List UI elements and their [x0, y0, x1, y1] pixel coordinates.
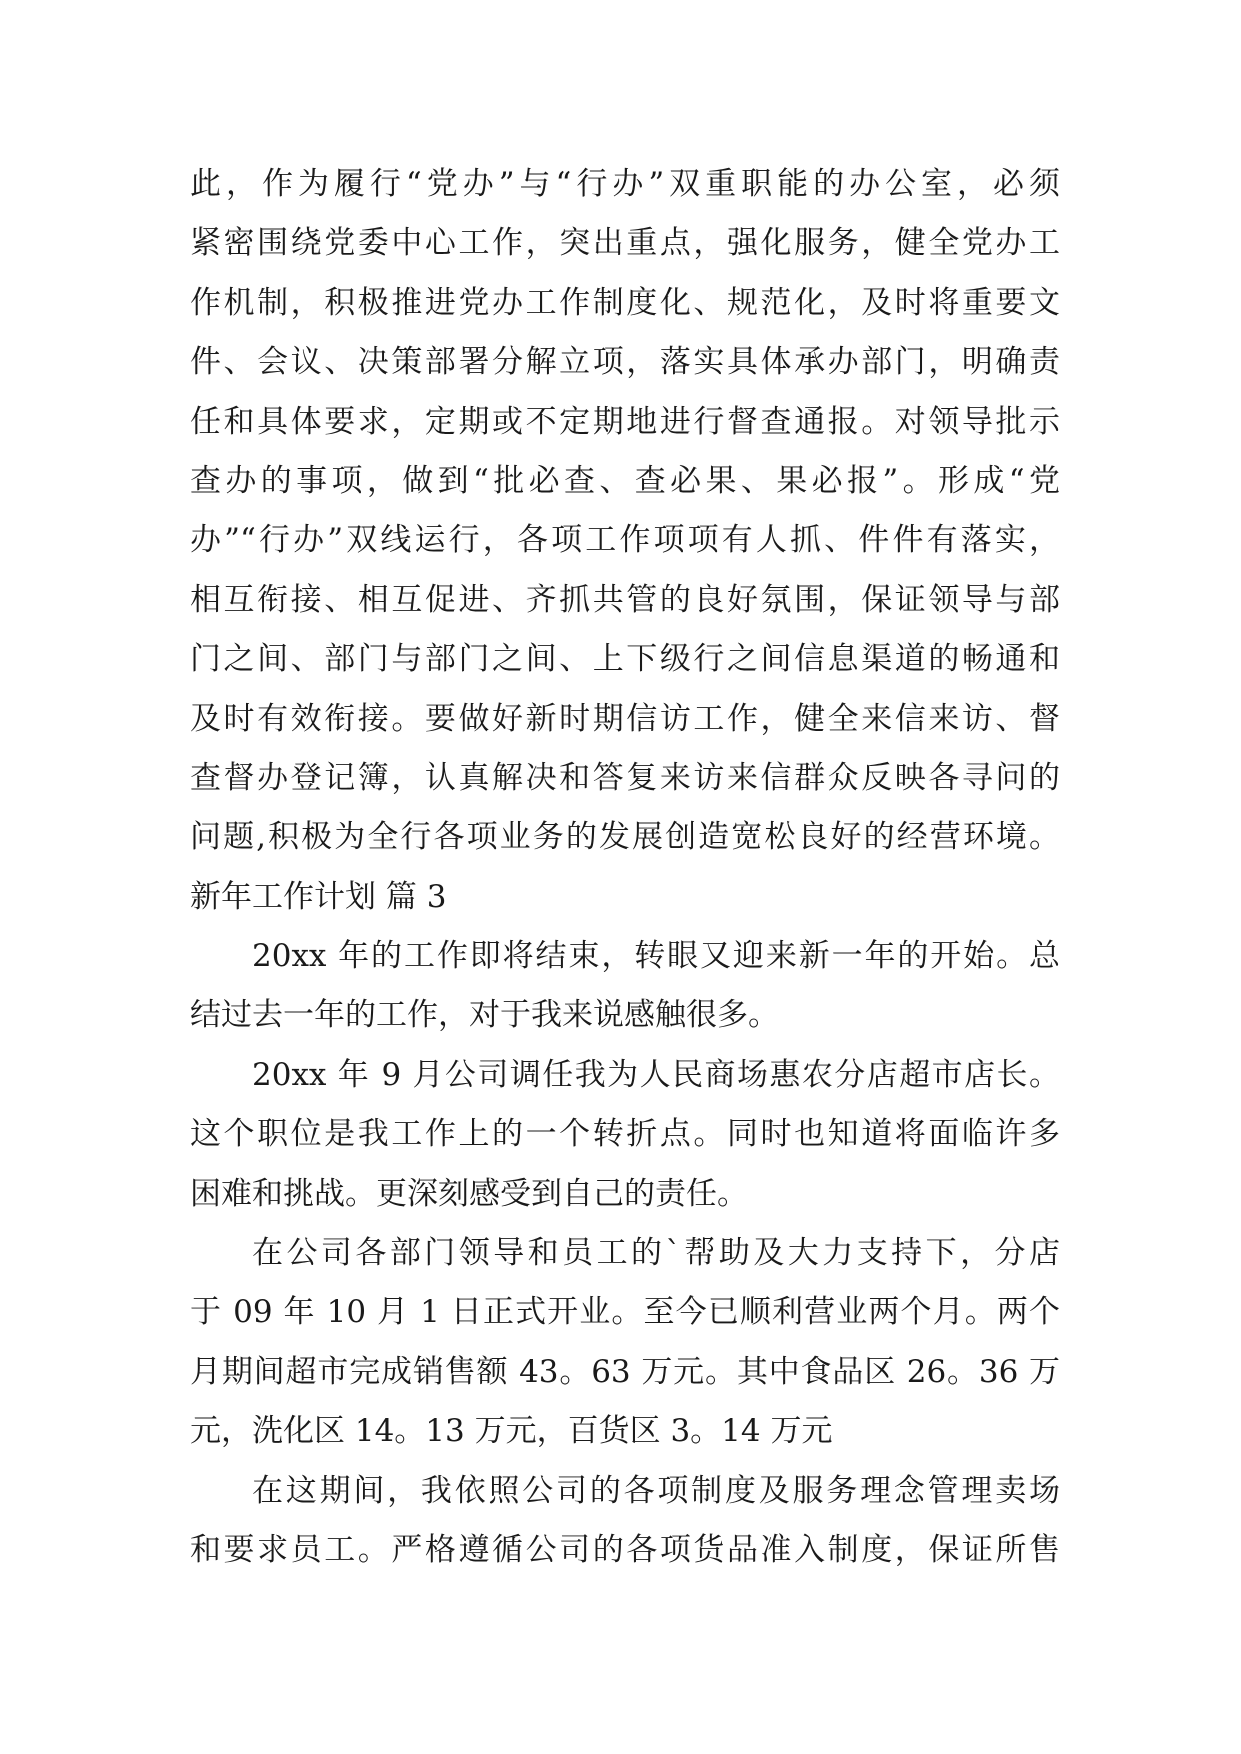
text-line: 和要求员工。严格遵循公司的各项货品准入制度，保证所售 [190, 1531, 1060, 1568]
text-line: 困难和挑战。更深刻感受到自己的责任。 [190, 1175, 748, 1212]
text-line: 件、会议、决策部署分解立项，落实具体承办部门，明确责 [190, 344, 1060, 381]
text-line: 查办的事项，做到“批必查、查必果、果必报”。形成“党 [190, 462, 1060, 499]
text-line: 办”“行办”双线运行，各项工作项项有人抓、件件有落实， [190, 522, 1060, 559]
text-line: 及时有效衔接。要做好新时期信访工作，健全来信来访、督 [190, 700, 1060, 737]
text-line: 在公司各部门领导和员工的`帮助及大力支持下，分店 [252, 1235, 1060, 1272]
text-line: 这个职位是我工作上的一个转折点。同时也知道将面临许多 [190, 1116, 1060, 1153]
text-line: 任和具体要求，定期或不定期地进行督查通报。对领导批示 [190, 403, 1060, 440]
text-line: 于 09 年 10 月 1 日正式开业。至今已顺利营业两个月。两个 [190, 1294, 1060, 1331]
document-body [190, 155, 1060, 1580]
text-line: 元，洗化区 14。13 万元，百货区 3。14 万元 [190, 1413, 833, 1450]
text-line: 查督办登记簿，认真解决和答复来访来信群众反映各寻问的 [190, 759, 1060, 796]
text-line: 月期间超市完成销售额 43。63 万元。其中食品区 26。36 万 [190, 1353, 1060, 1390]
text-line: 20xx 年 9 月公司调任我为人民商场惠农分店超市店长。 [252, 1056, 1060, 1093]
text-line: 紧密围绕党委中心工作，突出重点，强化服务，健全党办工 [190, 225, 1060, 262]
text-line: 结过去一年的工作，对于我来说感触很多。 [190, 997, 779, 1034]
text-line: 此，作为履行“党办”与“行办”双重职能的办公室，必须 [190, 166, 1060, 202]
text-line: 门之间、部门与部门之间、上下级行之间信息渠道的畅通和 [190, 641, 1060, 678]
text-line: 20xx 年的工作即将结束，转眼又迎来新一年的开始。总 [252, 938, 1060, 975]
text-line: 相互衔接、相互促进、齐抓共管的良好氛围，保证领导与部 [190, 581, 1060, 618]
text-line: 作机制，积极推进党办工作制度化、规范化，及时将重要文 [190, 284, 1060, 321]
text-line: 新年工作计划 篇 3 [190, 878, 447, 915]
text-line: 在这期间，我依照公司的各项制度及服务理念管理卖场 [252, 1472, 1060, 1509]
text-line: 问题,积极为全行各项业务的发展创造宽松良好的经营环境。 [190, 819, 1060, 856]
